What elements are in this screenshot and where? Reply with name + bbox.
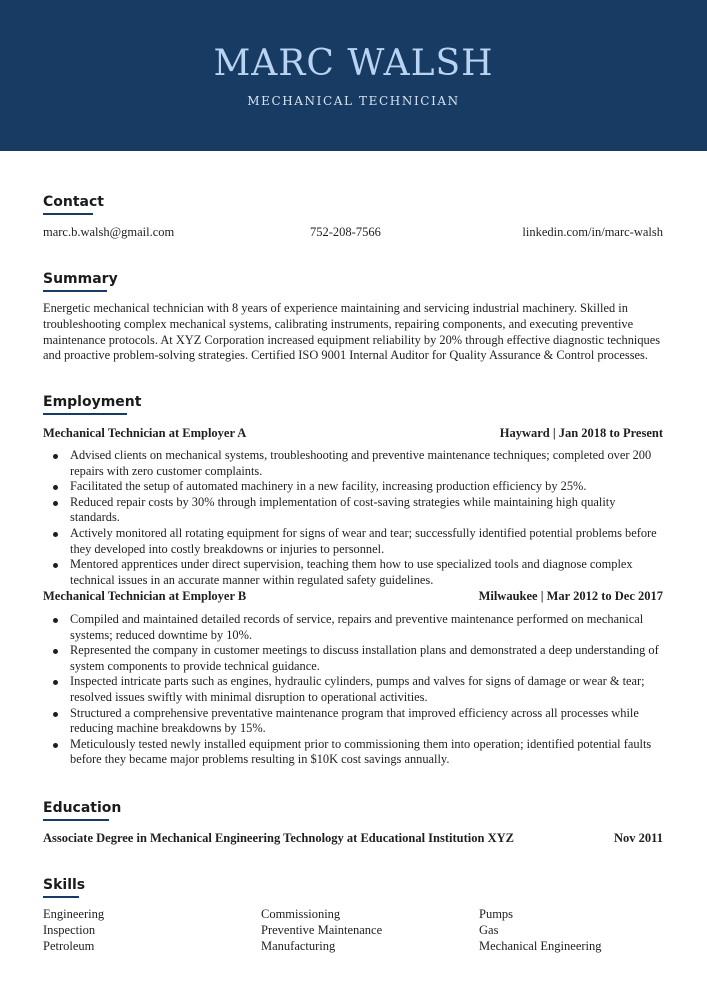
skills-heading: Skills xyxy=(43,877,86,893)
bullet-item xyxy=(43,674,665,705)
bullet-item xyxy=(43,526,665,557)
contact-heading: Contact xyxy=(43,194,104,210)
skill-item: Petroleum xyxy=(43,939,95,953)
bullet-item xyxy=(43,643,665,674)
bullet-item xyxy=(43,495,665,526)
bullet-dot xyxy=(53,712,58,717)
job-role: Mechanical Technician at Employer A xyxy=(43,426,247,440)
bullet-dot xyxy=(53,532,58,537)
candidate-name: MARC WALSH xyxy=(213,43,494,84)
bullet-text: Structured a comprehensive preventative maintenance program that improved efficiency across all processes while reducing machine breakdowns by 15%. xyxy=(70,705,639,736)
bullet-item xyxy=(43,737,665,768)
bullet-text: Actively monitored all rotating equipment for signs of wear and tear; successfully identified potential problems before they developed into costly breakdowns or injuries to personnel. xyxy=(70,525,657,556)
candidate-title: MECHANICAL TECHNICIAN xyxy=(247,94,460,108)
skill-item: Gas xyxy=(479,923,499,937)
bullet-text: Reduced repair costs by 30% through implementation of cost-saving strategies while maintaining high quality standards. xyxy=(70,494,616,525)
job-location-dates: Hayward | Jan 2018 to Present xyxy=(499,426,663,440)
summary-heading-rule xyxy=(43,290,107,292)
skill-item: Inspection xyxy=(43,923,96,937)
bullet-text: Mentored apprentices under direct supervision, teaching them how to use specialized tools and diagnose complex technical issues in an accurate manner within regulated safety guidelines. xyxy=(70,557,633,587)
bullet-item xyxy=(43,448,665,479)
contact-linkedin[interactable]: linkedin.com/in/marc-walsh xyxy=(522,225,663,239)
education-degree: Associate Degree in Mechanical Engineering Technology at Educational Institution XYZ xyxy=(43,831,514,845)
bullet-dot xyxy=(53,454,58,459)
bullet-dot xyxy=(53,618,58,623)
bullet-dot xyxy=(53,501,58,506)
education-heading: Education xyxy=(43,800,122,816)
bullet-text: Compiled and maintained detailed records of service, repairs and preventive maintenance performed on mechanical systems; reduced downtime by 10%. xyxy=(70,612,644,642)
summary-text: Energetic mechanical technician with 8 years of experience maintaining and servicing industrial machinery. Skilled in troubleshooting complex mechanical systems, calibrating instruments, repairing components, and executing preventive maintenance protocols. At XYZ Corporation increased equipment reliability by 20% through effective diagnostic techniques and proactive problem-solving strategies. Certified ISO 9001 Internal Auditor for Quality Assurance & Control processes. xyxy=(43,301,661,363)
skill-item: Preventive Maintenance xyxy=(261,923,383,937)
job-role: Mechanical Technician at Employer B xyxy=(43,589,247,603)
bullet-item xyxy=(43,479,665,495)
summary-heading: Summary xyxy=(43,271,118,287)
bullet-item xyxy=(43,612,665,643)
skills-list xyxy=(43,906,683,954)
contact-email[interactable]: marc.b.walsh@gmail.com xyxy=(43,225,175,239)
skill-item: Manufacturing xyxy=(261,939,336,953)
education-entry xyxy=(43,830,663,846)
job-header xyxy=(43,588,663,604)
job-location-dates: Milwaukee | Mar 2012 to Dec 2017 xyxy=(478,589,663,603)
skill-item: Mechanical Engineering xyxy=(479,939,602,953)
bullet-item xyxy=(43,557,665,588)
employment-heading-rule xyxy=(43,413,127,415)
bullet-dot xyxy=(53,743,58,748)
skill-item: Commissioning xyxy=(261,907,341,921)
bullet-dot xyxy=(53,485,58,490)
job-header xyxy=(43,425,663,441)
bullet-dot xyxy=(53,680,58,685)
job-bullets xyxy=(43,448,665,588)
bullet-text: Facilitated the setup of automated machinery in a new facility, increasing production efficiency by 25%. xyxy=(70,479,587,494)
education-heading-rule xyxy=(43,819,109,821)
skill-item: Pumps xyxy=(479,907,514,921)
job-bullets xyxy=(43,612,665,768)
bullet-text: Represented the company in customer meetings to discuss installation plans and demonstrated a deep understanding of system components to provide technical guidance. xyxy=(70,643,659,673)
skills-heading-rule xyxy=(43,896,79,898)
employment-heading: Employment xyxy=(43,394,142,410)
bullet-text: Advised clients on mechanical systems, troubleshooting and preventive maintenance techniques; completed over 200 repairs with zero customer complaints. xyxy=(70,448,652,478)
resume-header xyxy=(0,0,707,151)
contact-phone[interactable]: 752-208-7566 xyxy=(310,225,381,239)
bullet-dot xyxy=(53,563,58,568)
bullet-text: Inspected intricate parts such as engines, hydraulic cylinders, pumps and valves for signs of damage or wear & tear; resolved issues swiftly with minimal disruption to operational activities. xyxy=(70,674,645,704)
bullet-item xyxy=(43,706,665,737)
bullet-text: Meticulously tested newly installed equipment prior to commissioning them into operation; identified potential faults before they became major problems resulting in $10K cost savings annually. xyxy=(70,736,652,767)
education-date: Nov 2011 xyxy=(614,831,663,845)
contact-heading-rule xyxy=(43,213,93,215)
skill-item: Engineering xyxy=(43,907,105,921)
bullet-dot xyxy=(53,649,58,654)
